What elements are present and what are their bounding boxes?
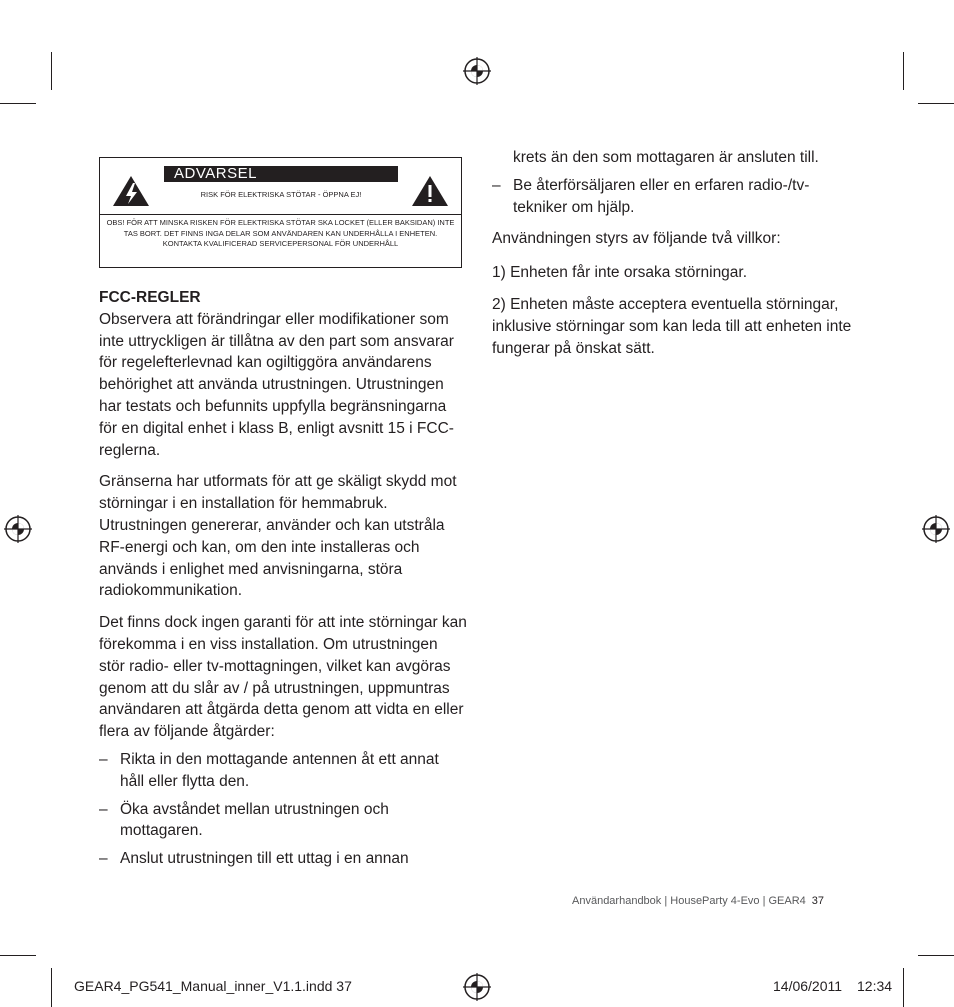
warning-title: ADVARSEL [164,166,398,182]
crop-mark [903,968,904,1007]
list-item-text: Öka avståndet mellan utrustningen och mottagaren. [120,800,389,840]
registration-mark-icon [463,973,491,1001]
slug-filename: GEAR4_PG541_Manual_inner_V1.1.indd 37 [74,978,352,994]
warning-box [99,157,462,268]
list-item-text: Anslut utrustningen till ett uttag i en annan [120,850,409,868]
registration-mark-icon [922,515,950,543]
crop-mark [51,52,52,90]
crop-mark [918,103,954,104]
list-item-text: Be återförsäljaren eller en erfaren radio-/tv-tekniker om hjälp. [513,176,810,216]
right-column [492,147,852,359]
exclamation-triangle-icon [411,175,449,207]
page-number: 37 [811,895,825,907]
slug-date: 14/06/2011 [773,978,843,994]
list-item [99,799,467,843]
list-item [492,175,852,219]
lightning-bolt-triangle-icon [112,175,150,207]
crop-mark [918,955,954,956]
crop-mark [51,968,52,1007]
condition-item: 1) Enheten får inte orsaka störningar. [492,264,748,282]
list-item-continuation: krets än den som mottagaren är ansluten till. [513,149,819,166]
registration-mark-icon [4,515,32,543]
warning-notice: OBS! FÖR ATT MINSKA RISKEN FÖR ELEKTRISKA STÖTAR SKA LOCKET (ELLER BAKSIDAN) INTE TAS BORT. DET FINNS INGA DELAR SOM ANVÄNDAREN KAN UNDERHÅLLA I ENHETEN. KONTAKTA KVALIFICERAD SERVICEPERSONAL FÖR UNDERHÅLL [106,218,455,248]
paragraph: Användningen styrs av följande två villkor: [492,230,781,248]
dash-bullet: – [99,850,108,868]
paragraph: Observera att förändringar eller modifikationer som inte uttryckligen är tillåtna av den part som ansvarar för regelefterlevnad kan ogiltiggöra användarens behörighet att använda utrustningen. Utrustningen har testats och befunnits uppfylla begränsningarna för en digital enhet i klass B, enligt avsnitt 15 i FCC-reglerna. [99,310,454,459]
crop-mark [903,52,904,90]
crop-mark [0,955,36,956]
condition-item: 2) Enheten måste acceptera eventuella störningar, inklusive störningar som kan leda till att enheten inte fungerar på önskat sätt. [492,295,852,357]
section-heading: FCC-REGLER [99,289,201,306]
paragraph: Det finns dock ingen garanti för att inte störningar kan förekomma i en viss installation. Om utrustningen stör radio- eller tv-mottagningen, vilket kan avgöras genom att du slår av / på utrustningen, uppmuntras användaren att åtgärda detta genom att vidta en eller flera av följande åtgärder: [99,614,467,741]
dash-bullet: – [99,750,108,768]
slug-time: 12:34 [857,978,893,994]
list-item [99,749,467,793]
running-footer-text: Användarhandbok | HouseParty 4-Evo | GEAR4 [572,895,806,907]
paragraph: Gränserna har utformats för att ge skäligt skydd mot störningar i en installation för hemmabruk. Utrustningen genererar, använder och kan utstråla RF-energi och kan, om den inte installeras och används i enlighet med anvisningarna, störa radiokommunikation. [99,473,457,600]
crop-mark [0,103,36,104]
dash-bullet: – [99,800,108,818]
warning-subtitle: RISK FÖR ELEKTRISKA STÖTAR - ÖPPNA EJ! [200,190,362,199]
warning-header [100,158,461,215]
registration-mark-icon [463,57,491,85]
running-footer [572,895,824,907]
dash-bullet: – [492,176,501,194]
left-column [99,287,467,870]
list-item [99,848,467,870]
list-item-text: Rikta in den mottagande antennen åt ett annat håll eller flytta den. [120,750,439,790]
